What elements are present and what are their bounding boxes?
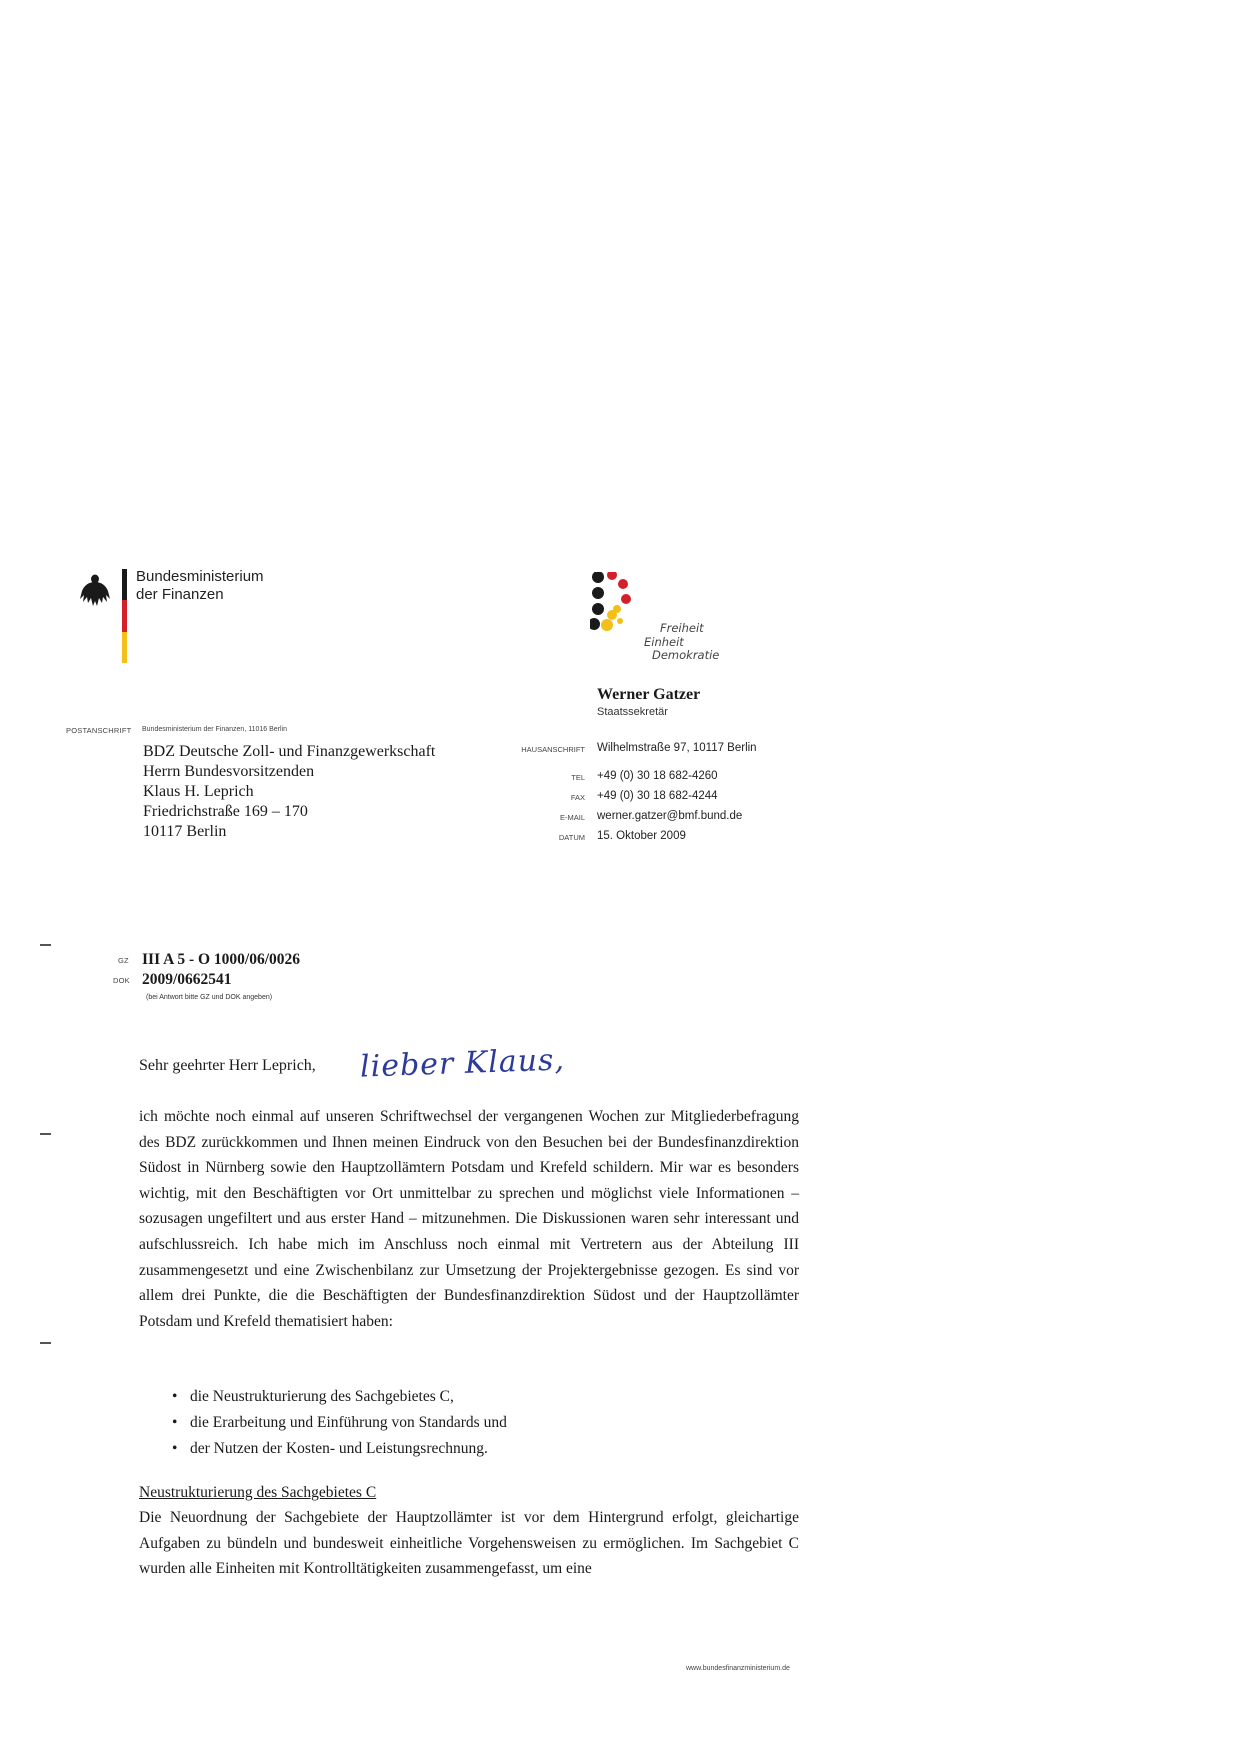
recipient-line: BDZ Deutsche Zoll- und Finanzgewerkschaft — [143, 743, 436, 760]
flag-bar — [122, 569, 127, 663]
bullet-list — [172, 1384, 507, 1462]
gz-label: GZ — [118, 956, 129, 965]
recipient-line: 10117 Berlin — [143, 823, 227, 840]
recipient-address — [143, 742, 435, 842]
contact-label: TEL — [571, 773, 585, 782]
motto-freiheit: Freiheit — [660, 621, 704, 635]
dok-label: DOK — [113, 976, 130, 985]
motto-einheit: Einheit — [644, 634, 684, 649]
contact-label: E-MAIL — [559, 813, 585, 822]
sender-role: Staatssekretär — [597, 706, 668, 718]
dok-reference: 2009/0662541 — [142, 971, 232, 988]
recipient-line: Klaus H. Leprich — [143, 783, 254, 800]
recipient-line: Friedrichstraße 169 – 170 — [143, 803, 308, 820]
body-paragraph-text: ich möchte noch einmal auf unseren Schriftwechsel der vergangenen Wochen zur Mitgliederbefragung des BDZ zurückkommen und Ihnen meinen Eindruck von den Besuchen bei der Bundesfinanzdirektion Südost in Nürnberg sowie den Hauptzollämtern Potsdam und Krefeld schildern. Mir war es besonders wichtig, mit den Beschäftigten vor Ort unmittelbar zu sprechen und möglichst viele Informationen – sozusagen ungefiltert und aus erster Hand – mitzunehmen. Die Diskussionen waren sehr interessant und aufschlussreich. Ich habe mich im Anschluss noch einmal mit Vertretern aus der Abteilung III zusammengesetzt und eine Zwischenbilanz zur Umsetzung der Projektergebnisse gezogen. Es sind vor allem drei Punkte, die die Beschäftigten der Bundesfinanzdirektion Südost und der Hauptzollämter Potsdam und Krefeld thematisiert haben: — [139, 1108, 799, 1330]
list-item: • der Nutzen der Kosten- und Leistungsrechnung. — [172, 1436, 507, 1462]
ministry-name — [136, 568, 264, 604]
contact-value: 15. Oktober 2009 — [597, 830, 686, 842]
ministry-name-line1: Bundesministerium — [136, 568, 264, 585]
contact-value: +49 (0) 30 18 682-4244 — [597, 790, 718, 802]
postanschrift-text: Bundesministerium der Finanzen, 11016 Berlin — [142, 726, 288, 733]
contact-label: DATUM — [558, 833, 585, 842]
handwritten-note: lieber Klaus, — [359, 1042, 566, 1085]
punch-mark — [40, 1133, 51, 1135]
reference-note: (bei Antwort bitte GZ und DOK angeben) — [146, 994, 273, 1001]
fold-mark — [40, 944, 51, 946]
motto-demokratie: Demokratie — [652, 648, 720, 662]
gz-reference: III A 5 - O 1000/06/0026 — [142, 951, 301, 968]
section-heading: Neustrukturierung des Sachgebietes C — [139, 1484, 377, 1501]
sender-name: Werner Gatzer — [597, 686, 701, 703]
recipient-line: Herrn Bundesvorsitzenden — [143, 763, 315, 780]
contact-value: werner.gatzer@bmf.bund.de — [597, 810, 743, 822]
contact-value: Wilhelmstraße 97, 10117 Berlin — [597, 742, 757, 754]
ministry-name-line2: der Finanzen — [136, 586, 224, 603]
list-item: • die Neustrukturierung des Sachgebietes C, — [172, 1384, 507, 1410]
salutation: Sehr geehrter Herr Leprich, — [139, 1057, 316, 1074]
motto — [640, 622, 719, 663]
body-paragraph — [139, 1104, 799, 1334]
contact-label: HAUSANSCHRIFT — [521, 745, 585, 754]
section-text: Die Neuordnung der Sachgebiete der Hauptzollämter ist vor dem Hintergrund erfolgt, gleichartige Aufgaben zu bündeln und bundesweit einheitliche Vorgehensweisen zu ermöglichen. Im Sachgebiet C wurden alle Einheiten mit Kontrolltätigkeiten zusammengefasst, um eine — [139, 1509, 799, 1578]
fold-mark — [40, 1342, 51, 1344]
list-item: • die Erarbeitung und Einführung von Standards und — [172, 1410, 507, 1436]
footer-url: www.bundesfinanzministerium.de — [686, 1665, 790, 1672]
postanschrift-label: POSTANSCHRIFT — [66, 726, 132, 735]
federal-eagle-icon — [78, 573, 112, 609]
contact-label: FAX — [570, 793, 585, 802]
contact-value: +49 (0) 30 18 682-4260 — [597, 770, 718, 782]
